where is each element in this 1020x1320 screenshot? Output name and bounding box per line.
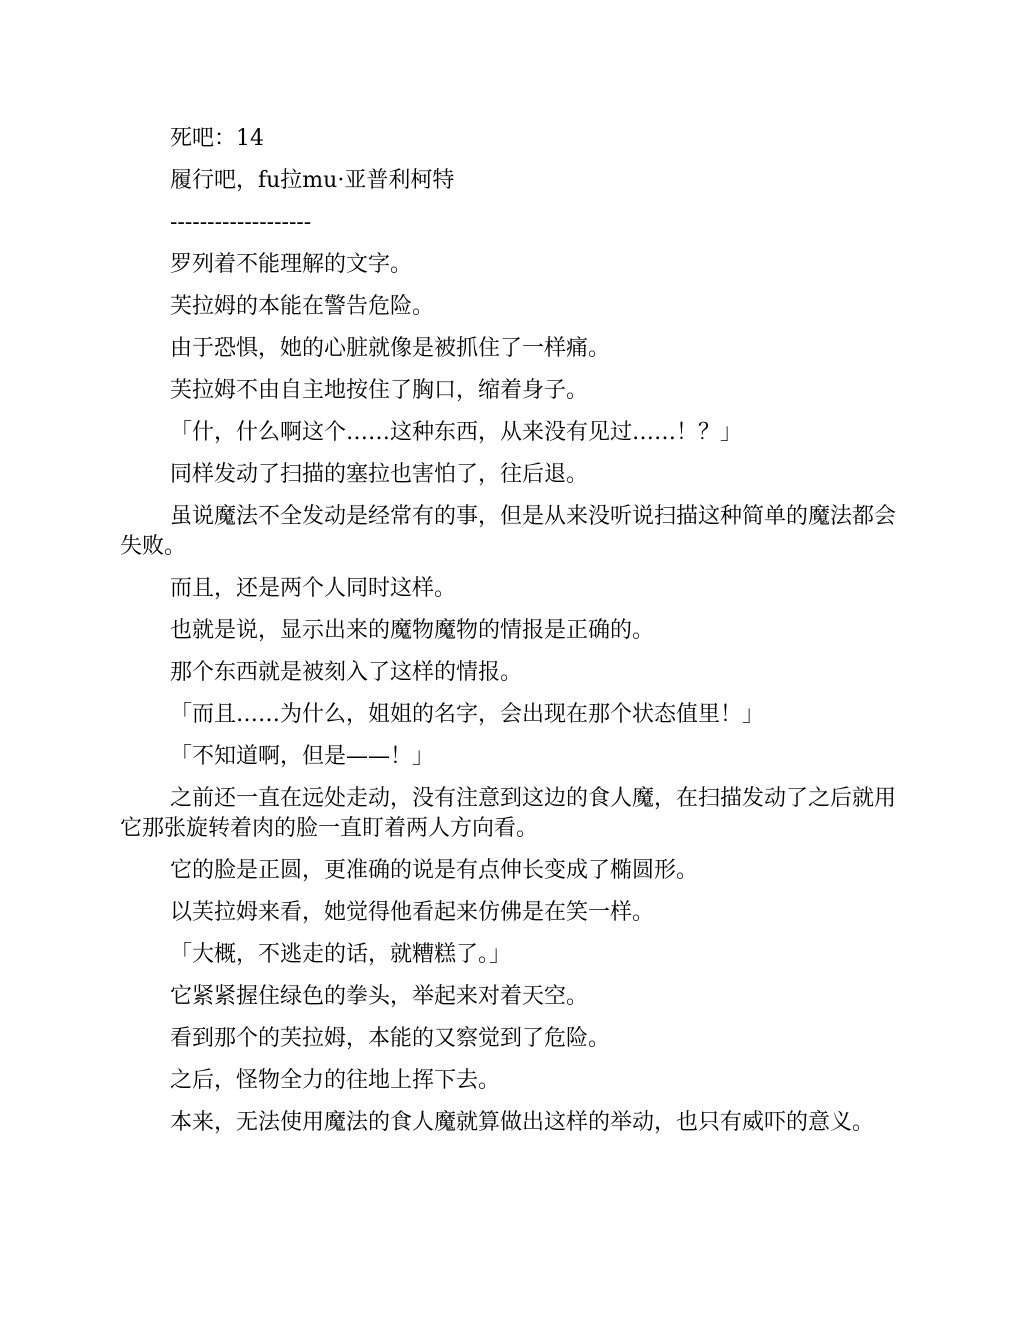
paragraph: 它紧紧握住绿色的拳头，举起来对着天空。 — [170, 984, 589, 1009]
paragraph: 芙拉姆不由自主地按住了胸口，缩着身子。 — [170, 378, 589, 403]
paragraph: 罗列着不能理解的文字。 — [170, 252, 413, 277]
paragraph: 而且，还是两个人同时这样。 — [170, 576, 457, 601]
paragraph: 那个东西就是被刻入了这样的情报。 — [170, 660, 523, 685]
paragraph: 以芙拉姆来看，她觉得他看起来仿佛是在笑一样。 — [170, 900, 655, 925]
paragraph: 之前还一直在远处走动，没有注意到这边的食人魔，在扫描发动了之后就用它那张旋转着肉的脸一直盯着两人方向看。 — [120, 786, 897, 841]
paragraph: 死吧：14 — [170, 126, 264, 151]
dialogue-line: 「大概，不逃走的话，就糟糕了。」 — [170, 942, 512, 967]
dialogue-line: 「而且……为什么，姐姐的名字，会出现在那个状态值里！」 — [170, 702, 765, 727]
separator-line: ------------------- — [170, 210, 312, 235]
dialogue-line: 「什，什么啊这个……这种东西，从来没有见过……！？」 — [170, 420, 743, 445]
paragraph: 同样发动了扫描的塞拉也害怕了，往后退。 — [170, 462, 589, 487]
paragraph: 也就是说，显示出来的魔物魔物的情报是正确的。 — [170, 618, 655, 643]
paragraph: 虽说魔法不全发动是经常有的事，但是从来没听说扫描这种简单的魔法都会失败。 — [120, 504, 897, 559]
paragraph: 履行吧，fu拉mu·亚普利柯特 — [170, 168, 455, 193]
paragraph: 芙拉姆的本能在警告危险。 — [170, 294, 435, 319]
paragraph: 看到那个的芙拉姆，本能的又察觉到了危险。 — [170, 1026, 611, 1051]
paragraph: 它的脸是正圆，更准确的说是有点伸长变成了椭圆形。 — [170, 858, 699, 883]
dialogue-line: 「不知道啊，但是——！」 — [170, 744, 435, 769]
paragraph: 之后，怪物全力的往地上挥下去。 — [170, 1068, 501, 1093]
paragraph: 由于恐惧，她的心脏就像是被抓住了一样痛。 — [170, 336, 611, 361]
paragraph: 本来，无法使用魔法的食人魔就算做出这样的举动，也只有威吓的意义。 — [170, 1110, 875, 1135]
document-body — [120, 118, 900, 1144]
